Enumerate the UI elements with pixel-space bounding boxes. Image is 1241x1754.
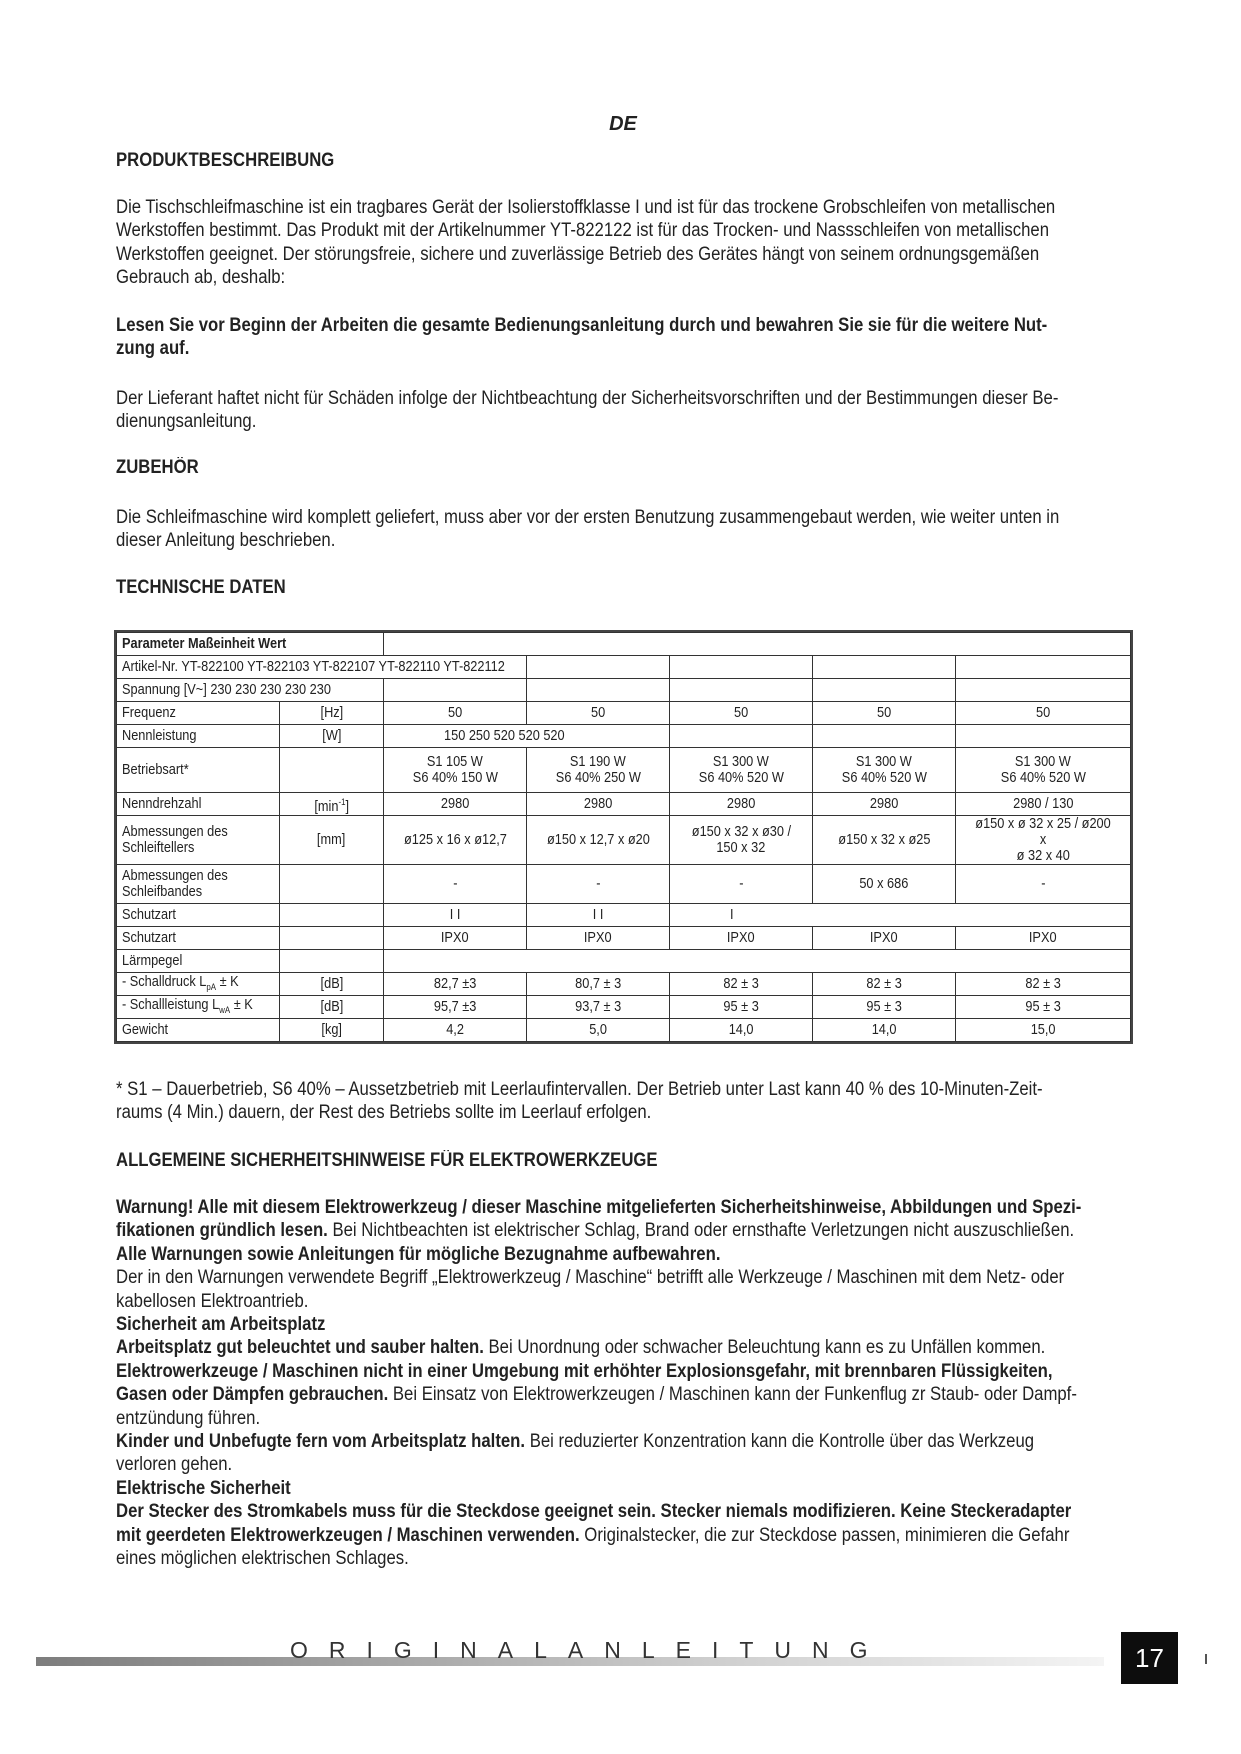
table-row: [117, 656, 1131, 679]
warning-text: Warnung! Alle mit diesem Elektrowerkzeug / dieser Maschine mitgelieferten Sicherheitshinweise, Abbildungen und Spezi-: [116, 1197, 1082, 1218]
table-cell: Schutzart: [117, 927, 280, 950]
table-row: [117, 748, 1131, 793]
table-row: [117, 633, 1131, 656]
heading-zubehoer: ZUBEHÖR: [116, 457, 199, 478]
table-cell: Betriebsart*: [117, 748, 280, 793]
text-line: Lesen Sie vor Beginn der Arbeiten die gesamte Bedienungsanleitung durch und bewahren Sie sie für die weitere Nut-: [116, 315, 1048, 336]
table-cell: 93,7 ± 3: [527, 996, 670, 1019]
table-cell: 80,7 ± 3: [527, 973, 670, 996]
table-row: [117, 996, 1131, 1019]
table-cell: Gewicht: [117, 1019, 280, 1042]
table-cell: 50: [670, 702, 813, 725]
table-row: [117, 865, 1131, 904]
table-row: [117, 816, 1131, 865]
table-cell: S1 300 W S6 40% 520 W: [956, 748, 1131, 793]
text-line: dieser Anleitung beschrieben.: [116, 530, 336, 552]
subheading-elektrisch: Elektrische Sicherheit: [116, 1477, 291, 1499]
table-cell: [Hz]: [280, 702, 384, 725]
table-cell: [117, 679, 384, 702]
table-cell: [956, 656, 1131, 679]
text-line: Die Tischschleifmaschine ist ein tragbares Gerät der Isolierstoffklasse I und ist für das trockene Grobschleifen von metallischen: [116, 197, 1056, 218]
table-cell: 50 x 686: [813, 865, 956, 904]
table-cell: [kg]: [280, 1019, 384, 1042]
table-cell: 2980: [384, 793, 527, 816]
text-line: kabellosen Elektroantrieb.: [116, 1290, 309, 1312]
table-cell: IPX0: [670, 927, 813, 950]
text-line: raums (4 Min.) dauern, der Rest des Betriebs sollte im Leerlauf erfolgen.: [116, 1102, 652, 1124]
paragraph-produkt-2: [116, 314, 1128, 361]
page-tick: [1205, 1654, 1207, 1664]
table-cell: 50: [527, 702, 670, 725]
table-row: [117, 793, 1131, 816]
table-cell: IPX0: [813, 927, 956, 950]
table-cell: ø150 x 32 x ø30 / 150 x 32: [670, 816, 813, 865]
table-cell: Abmessungen des Schleiftellers: [117, 816, 280, 865]
param-header: Parameter Maßeinheit Wert: [122, 636, 287, 652]
table-row: [117, 725, 1131, 748]
text-line: Werkstoffen bestimmt. Das Produkt mit der Artikelnummer YT-822122 ist für das Trocken- und Nassschleifen von metallischen: [116, 220, 1050, 242]
table-row: [117, 927, 1131, 950]
table-cell: I I: [384, 904, 527, 927]
table-cell: - Schalldruck $L_{pA} \pm K$: [117, 973, 280, 996]
heading-technische-daten: TECHNISCHE DATEN: [116, 577, 286, 598]
text-line: * S1 – Dauerbetrieb, S6 40% – Aussetzbetrieb mit Leerlaufintervallen. Der Betrieb unter Last kann 40 % des 10-Minuten-Zeit-: [116, 1079, 1043, 1100]
table-cell: 2980 / 130: [956, 793, 1131, 816]
text-line: verloren gehen.: [116, 1454, 233, 1476]
table-cell: [280, 748, 384, 793]
table-cell: [670, 656, 813, 679]
table-cell: [384, 679, 527, 702]
table-cell: 15,0: [956, 1019, 1131, 1042]
footer-label: ORIGINALANLEITUNG: [290, 1637, 889, 1663]
table-cell: 95,7 ±3: [384, 996, 527, 1019]
table-cell: 50: [813, 702, 956, 725]
table-cell: $[\min^{-1}]$: [280, 793, 384, 816]
table-cell: I: [670, 904, 1131, 927]
text-line: Die Schleifmaschine wird komplett geliefert, muss aber vor der ersten Benutzung zusammengebaut werden, wie weiter unten in: [116, 507, 1060, 528]
table-row: [117, 950, 1131, 973]
table-cell: [527, 679, 670, 702]
spannung-row: Spannung [V~] 230 230 230 230 230: [122, 682, 331, 698]
table-cell: 95 ± 3: [813, 996, 956, 1019]
table-cell: [384, 633, 1131, 656]
table-cell: Abmessungen des Schleifbandes: [117, 865, 280, 904]
paragraph-produkt-1: [116, 196, 1128, 290]
table-cell: ø125 x 16 x ø12,7: [384, 816, 527, 865]
table-cell: 95 ± 3: [670, 996, 813, 1019]
table-cell: ø150 x 12,7 x ø20: [527, 816, 670, 865]
table-row: [117, 904, 1131, 927]
paragraph-produkt-3: [116, 387, 1128, 434]
text-line: eines möglichen elektrischen Schlages.: [116, 1548, 409, 1570]
table-cell: 95 ± 3: [956, 996, 1131, 1019]
table-cell: - Schallleistung $L_{wA} \pm K$: [117, 996, 280, 1019]
text-line: Werkstoffen geeignet. Der störungsfreie, sichere und zuverlässige Betrieb des Gerätes hängt von seinem ordnungsgemäßen: [116, 243, 1040, 265]
table-cell: 2980: [670, 793, 813, 816]
table-row: [117, 973, 1131, 996]
table-cell: 5,0: [527, 1019, 670, 1042]
text-line: Der in den Warnungen verwendete Begriff „Elektrowerkzeug / Maschine“ betrifft alle Werkzeuge / Maschinen mit dem Netz- oder: [116, 1267, 1065, 1289]
language-code: DE: [609, 113, 637, 135]
text-line: dienungsanleitung.: [116, 411, 257, 433]
table-cell: Frequenz: [117, 702, 280, 725]
table-cell: 14,0: [670, 1019, 813, 1042]
table-cell: Nennleistung: [117, 725, 280, 748]
footnote: [116, 1078, 1128, 1125]
table-cell: 82 ± 3: [813, 973, 956, 996]
table-cell: S1 190 W S6 40% 250 W: [527, 748, 670, 793]
table-cell: Schutzart: [117, 904, 280, 927]
table-cell: 82 ± 3: [670, 973, 813, 996]
table-cell: [813, 656, 956, 679]
text-line: Der Lieferant haftet nicht für Schäden infolge der Nichtbeachtung der Sicherheitsvorschriften und der Bestimmungen dieser Be-: [116, 388, 1059, 409]
table-cell: 82,7 ±3: [384, 973, 527, 996]
table-cell: [280, 950, 384, 973]
table-cell: [956, 679, 1131, 702]
subheading-arbeitsplatz: Sicherheit am Arbeitsplatz: [116, 1314, 326, 1336]
table-cell: [280, 865, 384, 904]
table-row: [117, 1019, 1131, 1042]
table-cell: S1 300 W S6 40% 520 W: [670, 748, 813, 793]
table-cell: [dB]: [280, 973, 384, 996]
table-cell: -: [956, 865, 1131, 904]
table-cell: [384, 950, 1131, 973]
table-cell: [813, 725, 956, 748]
table-cell: -: [670, 865, 813, 904]
table-cell: 2980: [527, 793, 670, 816]
table-cell: Nenndrehzahl: [117, 793, 280, 816]
artikel-row: Artikel-Nr. YT-822100 YT-822103 YT-822107 YT-822110 YT-822112: [122, 659, 505, 675]
table-cell: [117, 656, 527, 679]
table-cell: 150 250 520 520 520: [384, 725, 670, 748]
table-cell: 14,0: [813, 1019, 956, 1042]
table-cell: IPX0: [956, 927, 1131, 950]
page-number: 17: [1121, 1632, 1178, 1684]
text-line: Gebrauch ab, deshalb:: [116, 267, 286, 289]
table-cell: [813, 679, 956, 702]
table-cell: [W]: [280, 725, 384, 748]
table-cell: ø150 x ø 32 x 25 / ø200 x ø 32 x 40: [956, 816, 1131, 865]
table-cell: [mm]: [280, 816, 384, 865]
heading-produktbeschreibung: PRODUKTBESCHREIBUNG: [116, 150, 335, 171]
table-cell: [280, 927, 384, 950]
table-cell: [527, 656, 670, 679]
table-cell: 50: [956, 702, 1131, 725]
table-cell: I I: [527, 904, 670, 927]
table-cell: -: [384, 865, 527, 904]
text-line: zung auf.: [116, 338, 190, 360]
table-cell: 82 ± 3: [956, 973, 1131, 996]
technical-data-table: [116, 632, 1131, 1042]
table-cell: [956, 725, 1131, 748]
table-row: [117, 702, 1131, 725]
table-row: [117, 679, 1131, 702]
table-cell: 2980: [813, 793, 956, 816]
table-cell: [670, 725, 813, 748]
table-cell: -: [527, 865, 670, 904]
paragraph-zubehoer: [116, 506, 1128, 553]
paragraph-sicherheit: Warnung! Alle mit diesem Elektrowerkzeug / dieser Maschine mitgelieferten Sicherheitshinweise, Abbildungen und Spezi- fikationen gründlich lesen. Bei Nichtbeachten ist elektrischer Schlag, Brand oder ernsthafte Verletzungen nicht auszuschließen. Alle Warnungen sowie Anleitungen für mögliche Bezugnahme aufbewahren. Der in den Warnungen verwendete Begriff „Elektrowerkzeug / Maschine“ betrifft alle Werkzeuge / Maschinen mit dem Netz- oder kabellosen Elektroantrieb. Sicherheit am Arbeitsplatz Arbeitsplatz gut beleuchtet und sauber halten. Bei Unordnung oder schwacher Beleuchtung kann es zu Unfällen kommen. Elektrowerkzeuge / Maschinen nicht in einer Umgebung mit erhöhter Explosionsgefahr, mit brennbaren Flüssigkeiten, Gasen oder Dämpfen gebrauchen. Bei Einsatz von Elektrowerkzeugen / Maschinen kann der Funkenflug zr Staub- oder Dampf- entzündung führen. Kinder und Unbefugte fern vom Arbeitsplatz halten. Bei reduzierter Konzentration kann die Kontrolle über das Werkzeug verloren gehen. Elektrische Sicherheit Der Stecker des Stromkabels muss für die Steckdose geeignet sein. Stecker niemals modifizieren. Keine Steckeradapter mit geerdeten Elektrowerkzeugen / Maschinen verwenden. Originalstecker, die zur Steckdose passen, minimieren die Gefahr eines möglichen elektrischen Schlages.: [116, 1196, 1128, 1571]
table-cell: S1 105 W S6 40% 150 W: [384, 748, 527, 793]
table-cell: S1 300 W S6 40% 520 W: [813, 748, 956, 793]
table-cell: IPX0: [384, 927, 527, 950]
heading-sicherheitshinweise: ALLGEMEINE SICHERHEITSHINWEISE FÜR ELEKTROWERKZEUGE: [116, 1150, 658, 1171]
table-cell: IPX0: [527, 927, 670, 950]
table-cell: [117, 633, 384, 656]
table-cell: [dB]: [280, 996, 384, 1019]
table-cell: 50: [384, 702, 527, 725]
table-cell: 4,2: [384, 1019, 527, 1042]
table-cell: [670, 679, 813, 702]
text-line: entzündung führen.: [116, 1407, 261, 1429]
table-cell: ø150 x 32 x ø25: [813, 816, 956, 865]
table-cell: Lärmpegel: [117, 950, 280, 973]
table-cell: [280, 904, 384, 927]
